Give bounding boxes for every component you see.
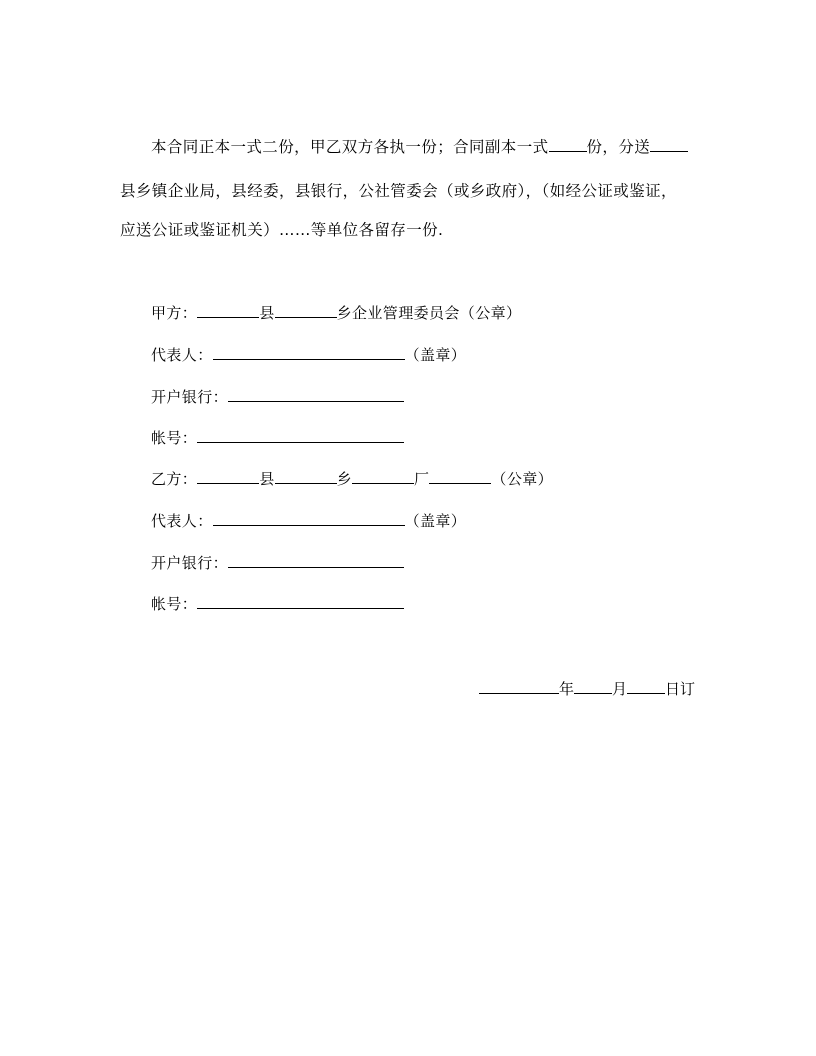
representative-label: 代表人： <box>151 346 213 364</box>
party-a-representative-blank[interactable] <box>213 344 405 360</box>
account-label: 帐号： <box>151 595 198 613</box>
paragraph-text: 县乡镇企业局，县经委，县银行，公社管委会（或乡政府），（如经公证或鉴证， <box>120 182 677 200</box>
party-b-account-line <box>151 592 404 616</box>
paragraph-line-2 <box>120 179 677 203</box>
county-label: 县 <box>259 470 275 488</box>
signing-date-line <box>479 677 695 701</box>
bank-label: 开户银行： <box>151 388 229 406</box>
paragraph-line-1 <box>151 135 688 159</box>
year-label: 年 <box>558 680 574 698</box>
party-a-bank-blank[interactable] <box>228 386 404 402</box>
paragraph-text: 份，分送 <box>586 138 651 156</box>
public-seal-label: （公章） <box>491 470 554 488</box>
party-b-county-blank[interactable] <box>197 468 259 484</box>
party-b-township-blank[interactable] <box>275 468 337 484</box>
month-label: 月 <box>611 680 627 698</box>
day-label: 日订 <box>664 680 695 698</box>
committee-label: 乡企业管理委员会（公章） <box>336 304 522 322</box>
paragraph-line-3 <box>120 218 443 242</box>
party-a-bank-line <box>151 385 404 409</box>
party-b-factory-blank[interactable] <box>429 468 491 484</box>
party-a-rep-line <box>151 343 466 367</box>
party-a-account-line <box>151 426 404 450</box>
party-b-account-blank[interactable] <box>197 593 404 609</box>
party-b-bank-line <box>151 551 404 575</box>
county-label: 县 <box>259 304 275 322</box>
township-label: 乡 <box>336 470 353 488</box>
party-b-area-blank[interactable] <box>352 468 414 484</box>
factory-label: 厂 <box>414 470 430 488</box>
party-a-label: 甲方： <box>151 304 198 322</box>
copies-blank[interactable] <box>549 136 587 152</box>
party-b-line <box>151 467 553 491</box>
account-label: 帐号： <box>151 429 198 447</box>
party-a-line <box>151 301 521 325</box>
party-a-account-blank[interactable] <box>197 427 404 443</box>
seal-label: （盖章） <box>404 346 467 364</box>
representative-label: 代表人： <box>151 512 213 530</box>
party-b-bank-blank[interactable] <box>228 552 404 568</box>
party-b-rep-line <box>151 509 466 533</box>
bank-label: 开户银行： <box>151 554 229 572</box>
day-blank[interactable] <box>627 678 665 694</box>
recipient-blank[interactable] <box>650 136 688 152</box>
party-a-township-blank[interactable] <box>275 302 337 318</box>
party-b-label: 乙方： <box>151 470 198 488</box>
party-a-county-blank[interactable] <box>197 302 259 318</box>
year-blank[interactable] <box>479 678 559 694</box>
month-blank[interactable] <box>574 678 612 694</box>
paragraph-text: 应送公证或鉴证机关）……等单位各留存一份. <box>120 221 444 239</box>
seal-label: （盖章） <box>404 512 467 530</box>
paragraph-text: 本合同正本一式二份，甲乙双方各执一份；合同副本一式 <box>151 138 549 156</box>
party-b-representative-blank[interactable] <box>213 510 405 526</box>
